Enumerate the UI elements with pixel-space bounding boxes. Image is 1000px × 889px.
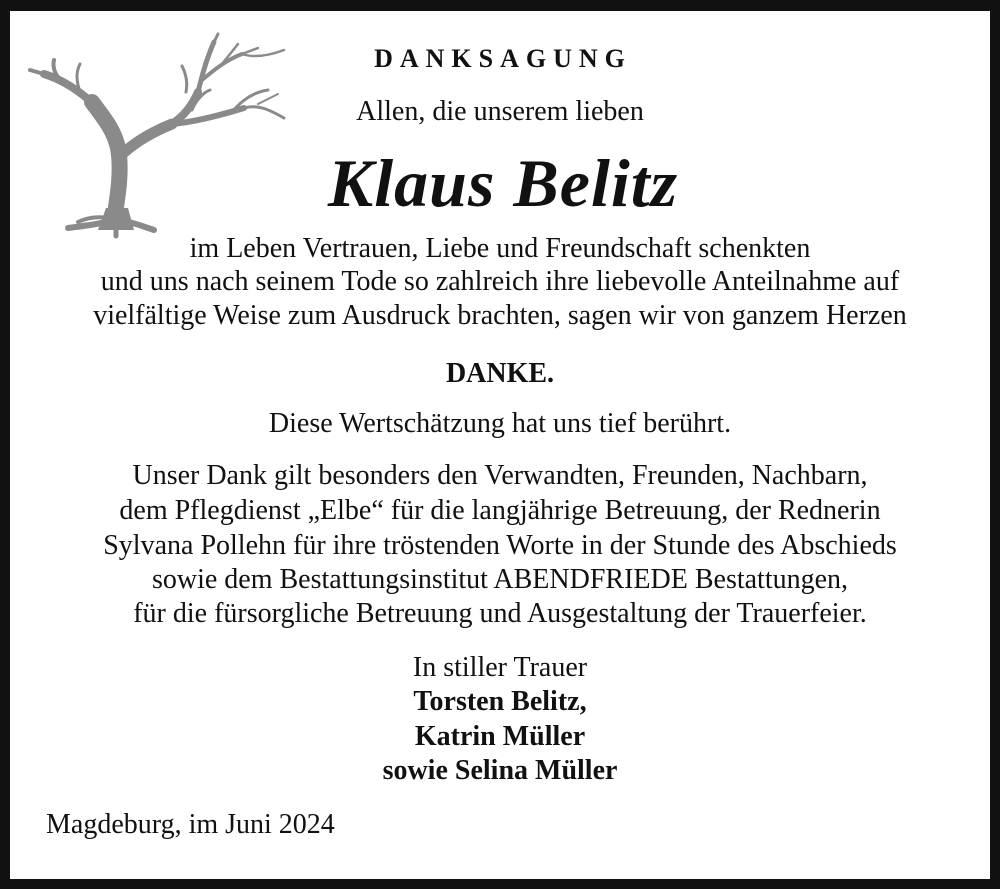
thanks-line: DANKE. <box>445 358 555 389</box>
mourner-name: sowie Selina Müller <box>382 755 618 786</box>
body-line: und uns nach seinem Tode so zahlreich ihre liebevolle Anteilnahme auf <box>100 266 900 297</box>
body-line: vielfältige Weise zum Ausdruck brachten, sagen wir von ganzem Herzen <box>93 300 907 331</box>
acknowledgement-line: Unser Dank gilt besonders den Verwandten, Freunden, Nachbarn, <box>132 460 868 491</box>
acknowledgement-line: für die fürsorgliche Betreuung und Ausgestaltung der Trauerfeier. <box>133 598 867 629</box>
mourner-name: Torsten Belitz, <box>413 686 587 717</box>
deceased-name: Klaus Belitz <box>327 145 679 221</box>
place-date: Magdeburg, im Juni 2024 <box>46 809 335 840</box>
body-line: im Leben Vertrauen, Liebe und Freundschaft schenkten <box>189 233 811 264</box>
mourning-intro: In stiller Trauer <box>412 652 588 683</box>
acknowledgement-line: dem Pflegdienst „Elbe“ für die langjährige Betreuung, der Rednerin <box>119 495 881 526</box>
acknowledgement-line: sowie dem Bestattungsinstitut ABENDFRIEDE Bestattungen, <box>151 564 849 595</box>
notice-heading: DANKSAGUNG <box>374 44 632 73</box>
appreciation-line: Diese Wertschätzung hat uns tief berührt. <box>268 408 732 439</box>
intro-line: Allen, die unserem lieben <box>356 96 644 127</box>
mourner-name: Katrin Müller <box>414 721 586 752</box>
acknowledgement-line: Sylvana Pollehn für ihre tröstenden Worte in der Stunde des Abschieds <box>103 530 897 561</box>
